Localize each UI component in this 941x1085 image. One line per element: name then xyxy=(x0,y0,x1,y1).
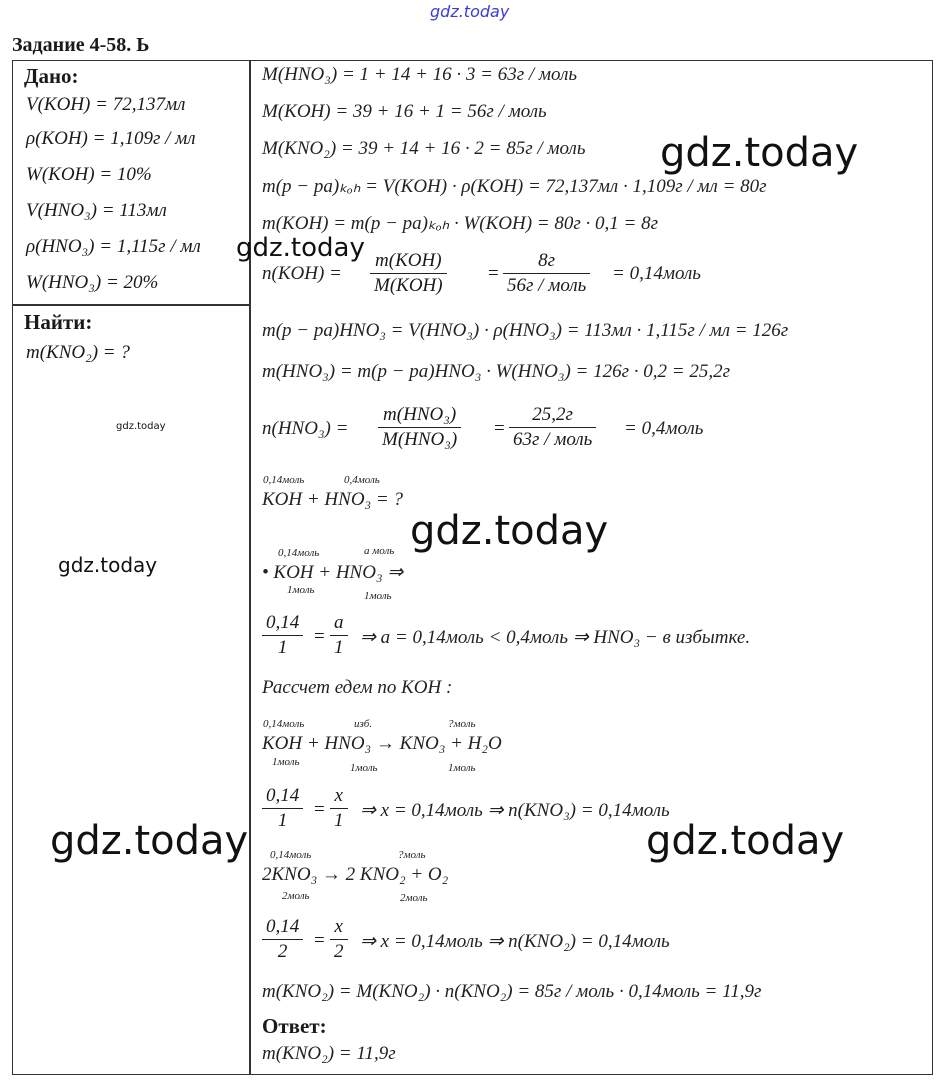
fraction xyxy=(378,404,461,451)
proportion-2-result: ⇒ x = 0,14моль ⇒ n(KNO₃) = 0,14моль xyxy=(360,800,670,821)
fraction-denominator: 2 xyxy=(334,941,344,962)
task-title: Задание 4-58. Ь xyxy=(12,34,150,56)
fraction-numerator: 0,14 xyxy=(262,785,303,809)
find-heading: Найти: xyxy=(24,310,93,334)
fraction xyxy=(509,404,596,451)
given-line: ρ(KOH) = 1,109г / мл xyxy=(26,128,196,149)
fraction-denominator: M(KOH) xyxy=(374,275,443,296)
reaction-2: • KOH + HNO₃ ⇒ xyxy=(262,562,404,583)
fraction xyxy=(330,785,348,832)
molar-mass-koh: M(KOH) = 39 + 16 + 1 = 56г / моль xyxy=(262,101,547,122)
solution-mass-koh: m(p − pa)ₖₒₕ = V(KOH) · ρ(KOH) = 72,137мл · 1,109г / мл = 80г xyxy=(262,176,767,197)
reaction-annotation: 0,14моль xyxy=(270,849,312,861)
fraction-denominator: 1 xyxy=(277,810,288,831)
equals-sign: = xyxy=(488,263,499,284)
fraction-numerator: 0,14 xyxy=(262,612,303,636)
fraction xyxy=(330,916,348,963)
fraction-denominator: 2 xyxy=(277,941,288,962)
fraction-denominator: M(HNO₃) xyxy=(382,429,458,450)
fraction-denominator: 1 xyxy=(277,637,288,658)
given-line: W(KOH) = 10% xyxy=(26,164,152,185)
fraction xyxy=(262,612,303,659)
reaction-3: KOH + HNO₃ → KNO₃ + H₂O xyxy=(262,733,502,754)
watermark: gdz.today xyxy=(660,130,859,176)
watermark: gdz.today xyxy=(116,421,166,432)
find-line: m(KNO₂) = ? xyxy=(26,342,130,363)
solution-mass-hno3: m(p − pa)HNO₃ = V(HNO₃) · ρ(HNO₃) = 113мл · 1,115г / мл = 126г xyxy=(262,320,789,341)
reaction-annotation: 0,4моль xyxy=(344,474,380,486)
watermark: gdz.today xyxy=(236,233,365,263)
reaction-annotation: ?моль xyxy=(448,718,476,730)
proportion-3-result: ⇒ x = 0,14моль ⇒ n(KNO₂) = 0,14моль xyxy=(360,931,670,952)
fraction xyxy=(262,916,303,963)
reaction-annotation: 2моль xyxy=(282,890,310,902)
fraction xyxy=(330,612,348,659)
moles-hno3-label: n(HNO₃) = xyxy=(262,418,349,439)
moles-koh-label: n(KOH) = xyxy=(262,263,342,284)
calculation-note: Рассчет едем по KOH : xyxy=(262,677,453,698)
reaction-annotation: ?моль xyxy=(398,849,426,861)
fraction-numerator: m(HNO₃) xyxy=(378,404,461,428)
fraction-numerator: 25,2г xyxy=(509,404,596,428)
reaction-annotation: 2моль xyxy=(400,892,428,904)
final-mass-calculation: m(KNO₂) = M(KNO₂) · n(KNO₂) = 85г / моль · 0,14моль = 11,9г xyxy=(262,981,762,1002)
fraction-numerator: а xyxy=(330,612,348,636)
watermark: gdz.today xyxy=(58,553,158,577)
fraction-denominator: 1 xyxy=(334,810,344,831)
moles-koh-value: = 0,14моль xyxy=(612,263,701,284)
given-line: V(KOH) = 72,137мл xyxy=(26,94,186,115)
molar-mass-hno3: M(HNO₃) = 1 + 14 + 16 · 3 = 63г / моль xyxy=(262,64,578,85)
mass-hno3: m(HNO₃) = m(p − pa)HNO₃ · W(HNO₃) = 126г · 0,2 = 25,2г xyxy=(262,361,731,382)
reaction-annotation: 0,14моль xyxy=(263,474,305,486)
watermark: gdz.today xyxy=(646,818,845,864)
watermark: gdz.today xyxy=(50,818,249,864)
answer-line: m(KNO₂) = 11,9г xyxy=(262,1043,396,1064)
fraction-numerator: 8г xyxy=(503,250,590,274)
watermark: gdz.today xyxy=(410,508,609,554)
reaction-annotation: 1моль xyxy=(287,584,315,596)
table-divider-vertical xyxy=(249,60,251,1075)
equals-sign: = xyxy=(314,799,325,820)
reaction-1: KOH + HNO₃ = ? xyxy=(262,489,403,510)
fraction-numerator: x xyxy=(330,785,348,809)
equals-sign: = xyxy=(494,418,505,439)
fraction-numerator: 0,14 xyxy=(262,916,303,940)
moles-hno3-value: = 0,4моль xyxy=(624,418,704,439)
reaction-annotation: 1моль xyxy=(448,762,476,774)
fraction-numerator: m(KOH) xyxy=(370,250,447,274)
reaction-annotation: а моль xyxy=(364,545,395,557)
reaction-annotation: 1моль xyxy=(272,756,300,768)
proportion-1-result: ⇒ а = 0,14моль < 0,4моль ⇒ HNO₃ − в избытке. xyxy=(360,627,751,648)
given-line: V(HNO₃) = 113мл xyxy=(26,200,167,221)
equals-sign: = xyxy=(314,626,325,647)
fraction-denominator: 63г / моль xyxy=(513,429,593,450)
reaction-4: 2KNO₃ → 2 KNO₂ + O₂ xyxy=(262,864,449,885)
reaction-annotation: 1моль xyxy=(364,590,392,602)
fraction-denominator: 56г / моль xyxy=(507,275,587,296)
reaction-annotation: изб. xyxy=(354,718,373,730)
reaction-annotation: 0,14моль xyxy=(263,718,305,730)
fraction xyxy=(262,785,303,832)
fraction xyxy=(503,250,590,297)
fraction-denominator: 1 xyxy=(334,637,344,658)
site-label[interactable]: gdz.today xyxy=(430,2,510,21)
fraction-numerator: x xyxy=(330,916,348,940)
reaction-annotation: 1моль xyxy=(350,762,378,774)
reaction-annotation: 0,14моль xyxy=(278,547,320,559)
answer-heading: Ответ: xyxy=(262,1014,327,1038)
table-divider-horizontal xyxy=(12,304,250,306)
given-line: ρ(HNO₃) = 1,115г / мл xyxy=(26,236,201,257)
given-heading: Дано: xyxy=(24,64,79,88)
molar-mass-kno2: M(KNO₂) = 39 + 14 + 16 · 2 = 85г / моль xyxy=(262,138,586,159)
equals-sign: = xyxy=(314,930,325,951)
given-line: W(HNO₃) = 20% xyxy=(26,272,159,293)
mass-koh: m(KOH) = m(p − pa)ₖₒₕ · W(KOH) = 80г · 0,1 = 8г xyxy=(262,213,659,234)
fraction xyxy=(370,250,447,297)
